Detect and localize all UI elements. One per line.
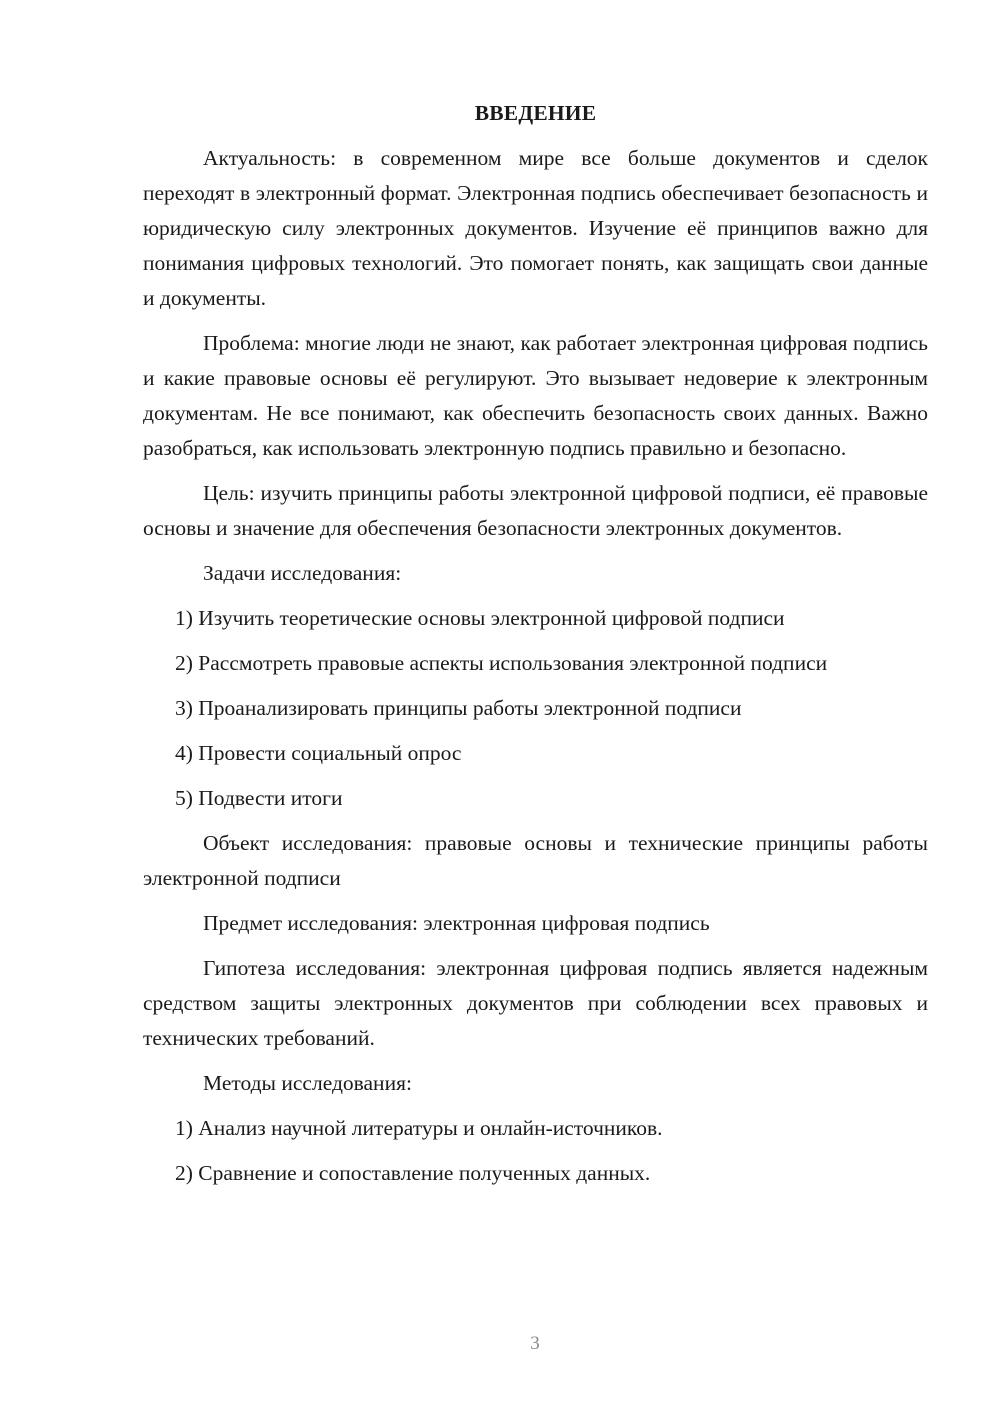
section-heading: ВВЕДЕНИЕ	[474, 101, 597, 125]
task-item: 2) Рассмотреть правовые аспекты использования электронной подписи	[175, 651, 828, 675]
task-item: 5) Подвести итоги	[175, 786, 343, 810]
hypothesis-paragraph: Гипотеза исследования: электронная цифровая подпись является надежным средством защиты электронных документов при соблюдении всех правовых и технических требований.	[143, 956, 928, 1050]
page-number: 3	[530, 1333, 540, 1354]
goal-paragraph: Цель: изучить принципы работы электронной цифровой подписи, её правовые основы и значение для обеспечения безопасности электронных документов.	[143, 481, 928, 540]
task-item: 3) Проанализировать принципы работы электронной подписи	[175, 696, 742, 720]
tasks-label: Задачи исследования:	[203, 561, 402, 585]
subject-paragraph: Предмет исследования: электронная цифровая подпись	[203, 911, 710, 935]
method-item: 2) Сравнение и сопоставление полученных данных.	[175, 1161, 651, 1185]
page-content	[143, 96, 928, 1201]
task-item: 1) Изучить теоретические основы электронной цифровой подписи	[175, 606, 785, 630]
relevance-paragraph: Актуальность: в современном мире все больше документов и сделок переходят в электронный формат. Электронная подпись обеспечивает безопасность и юридическую силу электронных документов. Изучение её принципов важно для понимания цифровых технологий. Это помогает понять, как защищать свои данные и документы.	[143, 146, 928, 310]
problem-paragraph: Проблема: многие люди не знают, как работает электронная цифровая подпись и какие правовые основы её регулируют. Это вызывает недоверие к электронным документам. Не все понимают, как обеспечить безопасность своих данных. Важно разобраться, как использовать электронную подпись правильно и безопасно.	[143, 331, 928, 460]
task-item: 4) Провести социальный опрос	[175, 741, 462, 765]
method-item: 1) Анализ научной литературы и онлайн-источников.	[175, 1116, 663, 1140]
methods-label: Методы исследования:	[203, 1071, 412, 1095]
object-paragraph: Объект исследования: правовые основы и технические принципы работы электронной подписи	[143, 831, 928, 890]
